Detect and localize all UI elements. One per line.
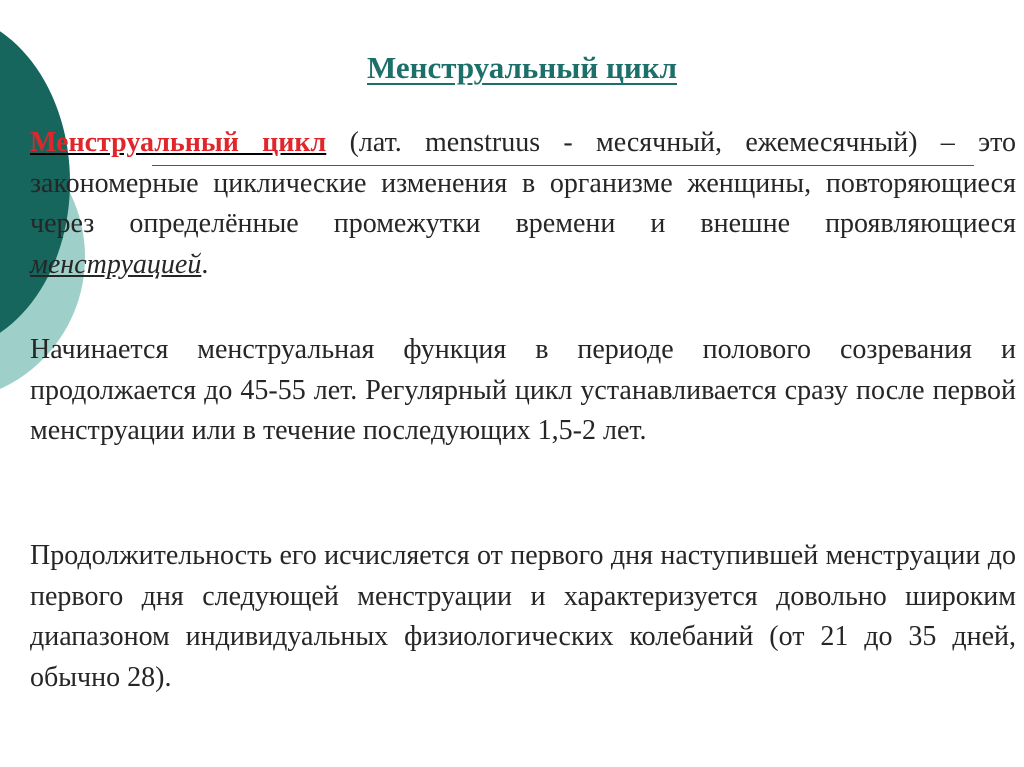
definition-paragraph	[30, 123, 1016, 285]
slide-title: Менструальный цикл	[367, 50, 677, 85]
underline-rule	[152, 165, 974, 166]
emphasis-term: менструацией	[30, 248, 202, 280]
onset-paragraph: Начинается менструальная функция в периоде полового созревания и продолжается до 45-55 лет. Регулярный цикл устанавливается сразу после первой менструации или в течение последующих 1,5-2 лет.	[30, 334, 1016, 446]
definition-end: .	[201, 248, 209, 280]
definition-term: Менструальный цикл	[30, 127, 327, 158]
definition-text: (лат. menstruus - месячный, ежемесячный) – это закономерные циклические изменения в организме женщины, повторяющиеся через определённые промежутки времени и внешне проявляющиеся	[30, 127, 1016, 239]
duration-paragraph: Продолжительность его исчисляется от первого дня наступившей менструации до первого дня следующей менструации и характеризуется довольно широким диапазоном индивидуальных физиологических колебаний (от 21 до 35 дней, обычно 28).	[30, 540, 1016, 693]
